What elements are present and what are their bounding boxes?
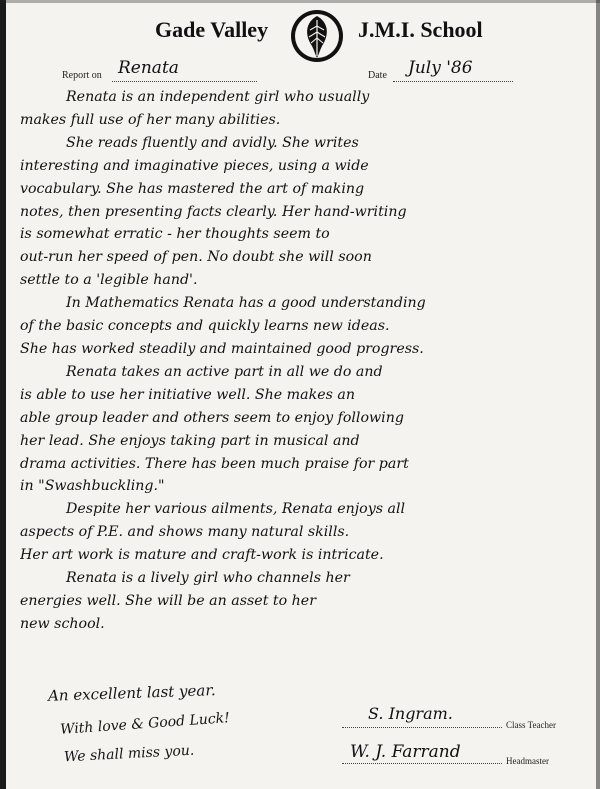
scan-edge-right bbox=[596, 0, 600, 789]
comment-line: Renata takes an active part in all we do and bbox=[66, 363, 383, 380]
comment-line: She reads fluently and avidly. She writes bbox=[66, 134, 359, 151]
scan-edge-top bbox=[0, 0, 600, 3]
leaf-crest-icon bbox=[288, 8, 346, 64]
headmaster-note-2: With love & Good Luck! bbox=[59, 710, 231, 738]
comment-line: In Mathematics Renata has a good understanding bbox=[66, 295, 426, 312]
report-on-label: Report on bbox=[62, 70, 102, 81]
comment-line: Despite her various ailments, Renata enjoys all bbox=[66, 501, 406, 518]
comment-line: aspects of P.E. and shows many natural skills. bbox=[20, 524, 350, 541]
comment-line: new school. bbox=[20, 615, 105, 632]
headmaster-label: Headmaster bbox=[506, 756, 549, 766]
class-teacher-dots bbox=[342, 727, 502, 728]
comment-line: settle to a 'legible hand'. bbox=[20, 272, 198, 289]
comment-line: notes, then presenting facts clearly. Her hand-writing bbox=[20, 203, 407, 220]
comment-line: Her art work is mature and craft-work is intricate. bbox=[20, 547, 384, 564]
comment-line: interesting and imaginative pieces, using a wide bbox=[20, 157, 369, 174]
headmaster-note-3: We shall miss you. bbox=[63, 742, 195, 766]
report-comments bbox=[20, 86, 590, 636]
comment-line: Renata is a lively girl who channels her bbox=[66, 570, 350, 587]
comment-line: in "Swashbuckling." bbox=[20, 478, 165, 495]
headmaster-signature: W. J. Farrand bbox=[350, 742, 461, 762]
date-value: July '86 bbox=[408, 58, 473, 78]
comment-line: of the basic concepts and quickly learns new ideas. bbox=[20, 318, 390, 335]
comment-line: out-run her speed of pen. No doubt she will soon bbox=[20, 249, 372, 266]
comment-line: is somewhat erratic - her thoughts seem to bbox=[20, 226, 330, 243]
comment-line: is able to use her initiative well. She makes an bbox=[20, 386, 355, 403]
class-teacher-signature: S. Ingram. bbox=[368, 704, 453, 723]
report-on-value: Renata bbox=[118, 58, 179, 78]
comment-line: She has worked steadily and maintained good progress. bbox=[20, 340, 424, 357]
comment-line: makes full use of her many abilities. bbox=[20, 111, 281, 128]
school-name-left: Gade Valley bbox=[155, 17, 269, 42]
comment-line: Renata is an independent girl who usually bbox=[66, 89, 370, 105]
scan-edge-left bbox=[0, 0, 6, 789]
comment-line: able group leader and others seem to enjoy following bbox=[20, 409, 404, 426]
headmaster-dots bbox=[342, 763, 502, 764]
comment-line: drama activities. There has been much praise for part bbox=[20, 455, 409, 472]
date-dots bbox=[393, 81, 513, 82]
comment-line: her lead. She enjoys taking part in musical and bbox=[20, 432, 360, 449]
report-header bbox=[0, 8, 600, 64]
school-name-right: J.M.I. School bbox=[358, 17, 483, 42]
class-teacher-label: Class Teacher bbox=[506, 720, 556, 730]
comment-line: energies well. She will be an asset to her bbox=[20, 592, 316, 609]
comment-line: vocabulary. She has mastered the art of making bbox=[20, 180, 365, 197]
report-on-dots bbox=[112, 81, 257, 82]
date-label: Date bbox=[368, 70, 387, 81]
headmaster-note-1: An excellent last year. bbox=[47, 681, 216, 705]
